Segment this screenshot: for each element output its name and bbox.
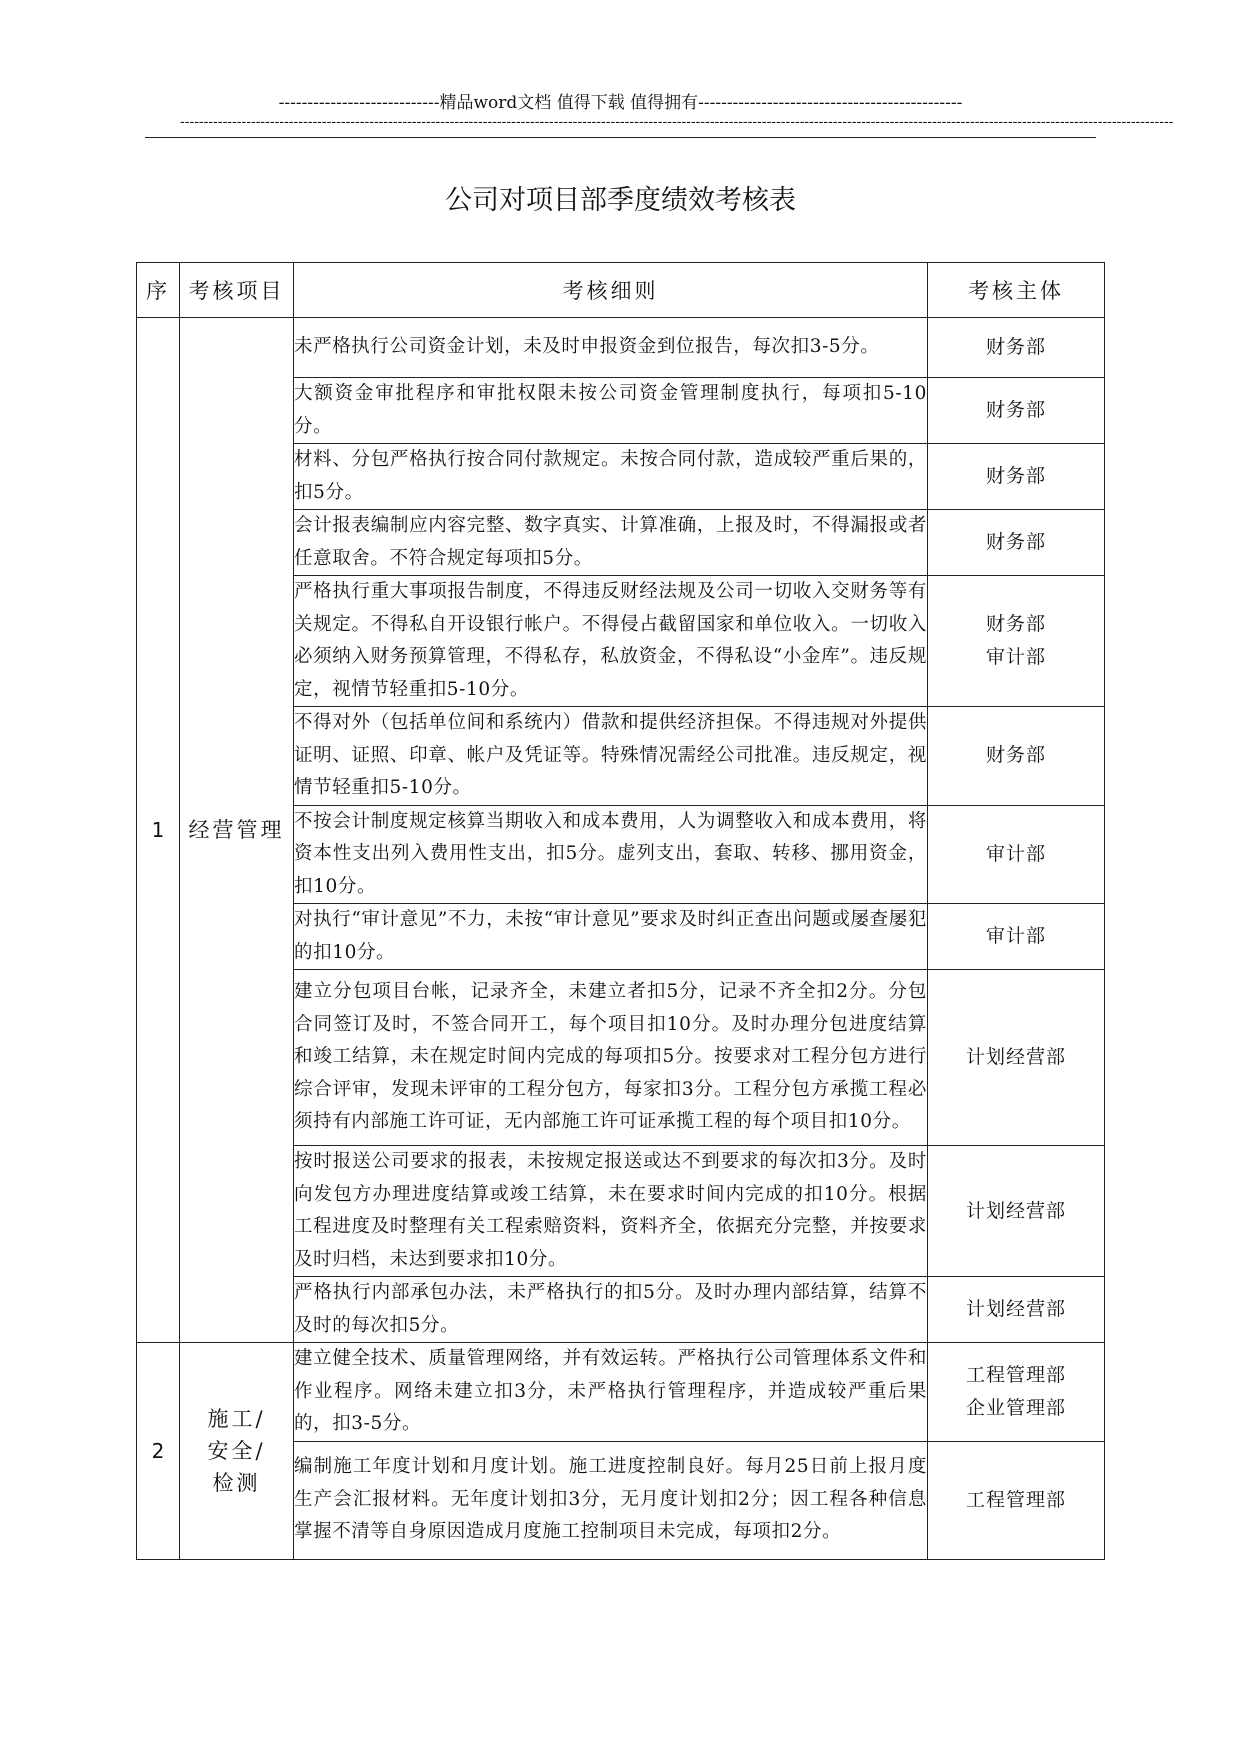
column-header-rule: 考核细则 <box>294 263 928 318</box>
doc-header-dashes: ------------------------------------------------------------------------------------------------------------------------------------------------------------------------------------------------------------------ <box>180 114 1174 130</box>
rule-cell: 材料、分包严格执行按合同付款规定。未按合同付款，造成较严重后果的，扣5分。 <box>294 444 928 510</box>
owner-cell <box>928 1146 1105 1277</box>
owner-cell <box>928 378 1105 444</box>
table-row <box>137 318 1105 378</box>
owner-cell <box>928 510 1105 576</box>
rule-cell: 建立分包项目台帐，记录齐全，未建立者扣5分，记录不齐全扣2分。分包合同签订及时，不签合同开工，每个项目扣10分。及时办理分包进度结算和竣工结算，未在规定时间内完成的每项扣5分。按要求对工程分包方进行综合评审，发现未评审的工程分包方，每家扣3分。工程分包方承揽工程必须持有内部施工许可证，无内部施工许可证承揽工程的每个项目扣10分。 <box>294 970 928 1146</box>
owner-name: 财务部 <box>985 531 1046 553</box>
owner-cell <box>928 1441 1105 1559</box>
column-header-item: 考核项目 <box>180 263 294 318</box>
owner-name: 工程管理部 <box>965 1363 1066 1386</box>
rule-cell: 未严格执行公司资金计划，未及时申报资金到位报告，每次扣3-5分。 <box>294 318 928 378</box>
owner-cell <box>928 904 1105 970</box>
owner-cell <box>928 444 1105 510</box>
owner-name: 财务部 <box>985 336 1046 358</box>
owner-name: 计划经营部 <box>965 1298 1066 1320</box>
owner-name: 审计部 <box>985 646 1046 668</box>
rule-cell: 大额资金审批程序和审批权限未按公司资金管理制度执行，每项扣5-10分。 <box>294 378 928 444</box>
group-item-line: 安全/ <box>207 1438 266 1463</box>
assessment-table <box>136 262 1105 1560</box>
owner-name: 审计部 <box>985 925 1046 947</box>
owner-name: 财务部 <box>985 465 1046 487</box>
rule-cell: 会计报表编制应内容完整、数字真实、计算准确，上报及时，不得漏报或者任意取舍。不符合规定每项扣5分。 <box>294 510 928 576</box>
owner-name: 财务部 <box>985 399 1046 421</box>
rule-cell: 严格执行内部承包办法，未严格执行的扣5分。及时办理内部结算，结算不及时的每次扣5分。 <box>294 1277 928 1343</box>
rule-cell: 不按会计制度规定核算当期收入和成本费用，人为调整收入和成本费用，将资本性支出列入费用性支出，扣5分。虚列支出，套取、转移、挪用资金，扣10分。 <box>294 805 928 904</box>
table-header-row <box>137 263 1105 318</box>
owner-name: 计划经营部 <box>965 1046 1066 1068</box>
owner-cell <box>928 805 1105 904</box>
group-item: 经营管理 <box>180 318 294 1343</box>
owner-cell <box>928 318 1105 378</box>
rule-cell: 建立健全技术、质量管理网络，并有效运转。严格执行公司管理体系文件和作业程序。网络未建立扣3分，未严格执行管理程序，并造成较严重后果的，扣3-5分。 <box>294 1343 928 1442</box>
owner-name: 企业管理部 <box>965 1396 1066 1419</box>
owner-cell <box>928 1343 1105 1442</box>
group-seq: 1 <box>137 318 180 1343</box>
rule-cell: 对执行“审计意见”不力，未按“审计意见”要求及时纠正查出问题或屡查屡犯的扣10分。 <box>294 904 928 970</box>
owner-name: 工程管理部 <box>965 1488 1066 1511</box>
rule-cell: 严格执行重大事项报告制度，不得违反财经法规及公司一切收入交财务等有关规定。不得私自开设银行帐户。不得侵占截留国家和单位收入。一切收入必须纳入财务预算管理，不得私存，私放资金，不得私设“小金库”。违反规定，视情节轻重扣5-10分。 <box>294 576 928 707</box>
owner-name: 计划经营部 <box>965 1199 1066 1222</box>
owner-cell <box>928 1277 1105 1343</box>
group-item <box>180 1343 294 1560</box>
header-divider <box>145 137 1096 138</box>
owner-name: 财务部 <box>985 613 1046 635</box>
group-seq: 2 <box>137 1343 180 1560</box>
doc-header-banner: ----------------------------精品word文档 值得下载 值得拥有---------------------------------------------- <box>278 93 963 113</box>
rule-cell: 编制施工年度计划和月度计划。施工进度控制良好。每月25日前上报月度生产会汇报材料。无年度计划扣3分，无月度计划扣2分；因工程各种信息掌握不清等自身原因造成月度施工控制项目未完成，每项扣2分。 <box>294 1441 928 1559</box>
owner-name: 审计部 <box>985 842 1046 865</box>
table-body <box>137 318 1105 1560</box>
rule-cell: 按时报送公司要求的报表，未按规定报送或达不到要求的每次扣3分。及时向发包方办理进度结算或竣工结算，未在要求时间内完成的扣10分。根据工程进度及时整理有关工程索赔资料，资料齐全，依据充分完整，并按要求及时归档，未达到要求扣10分。 <box>294 1146 928 1277</box>
owner-cell <box>928 576 1105 707</box>
page-title: 公司对项目部季度绩效考核表 <box>445 185 796 216</box>
owner-name: 财务部 <box>985 744 1046 767</box>
column-header-owner: 考核主体 <box>928 263 1105 318</box>
group-item-line: 检测 <box>212 1470 261 1495</box>
table-row <box>137 1343 1105 1442</box>
owner-cell <box>928 707 1105 806</box>
rule-cell: 不得对外（包括单位间和系统内）借款和提供经济担保。不得违规对外提供证明、证照、印章、帐户及凭证等。特殊情况需经公司批准。违反规定，视情节轻重扣5-10分。 <box>294 707 928 806</box>
group-item-line: 施工/ <box>207 1406 266 1431</box>
column-header-seq: 序 <box>137 263 180 318</box>
owner-cell <box>928 970 1105 1146</box>
